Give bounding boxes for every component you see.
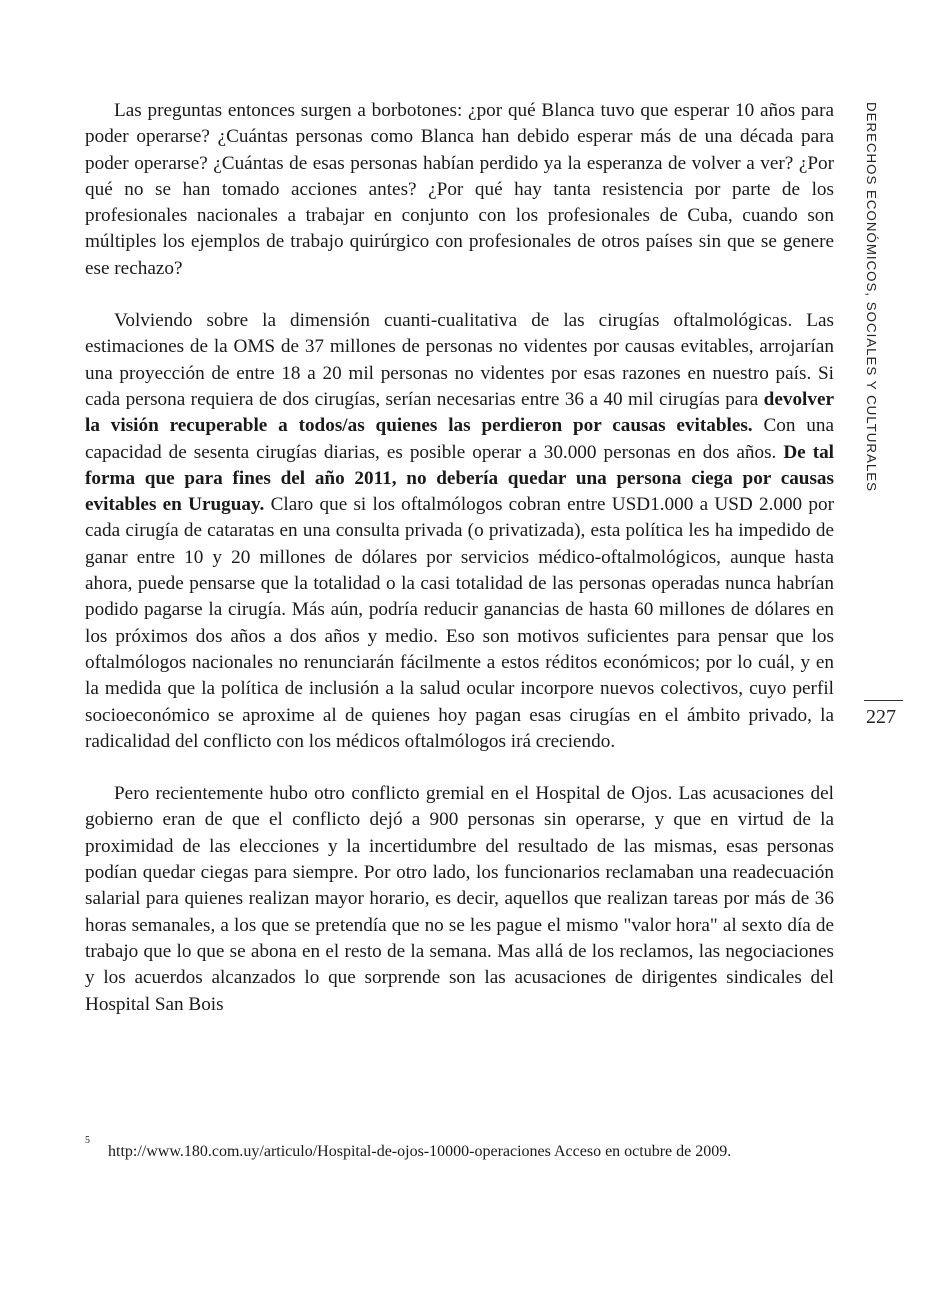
paragraph [85,308,834,755]
paragraph [85,98,834,282]
bold-text-run: De tal forma que para fines del año 2011, no debería quedar una persona ciega por causas evitables en Uruguay. [85,441,835,516]
page-number-rule [864,700,903,701]
footnote-number: 5 [85,1135,90,1146]
running-header-text: DERECHOS ECONÓMICOS, SOCIALES Y CULTURALES [864,102,879,493]
bold-text-run: devolver la visión recuperable a todos/as quienes las perdieron por causas evitables. [85,388,834,437]
text-run: Las preguntas entonces surgen a borbotones: ¿por qué Blanca tuvo que esperar 10 años para poder operarse? ¿Cuántas personas como Blanca han debido esperar más de una década para poder operarse? ¿Cuántas de esas personas habían perdido ya la esperanza de volver a ver? ¿Por qué no se han tomado acciones antes? ¿Por qué hay tanta resistencia por parte de los profesionales nacionales a trabajar en conjunto con los profesionales de Cuba, cuando son múltiples los ejemplos de trabajo quirúrgico con profesionales de otros países sin que se genere ese rechazo? [85,100,834,279]
running-header [864,102,888,493]
page-number: 227 [866,706,896,728]
text-run: Claro que si los oftalmólogos cobran entre USD1.000 a USD 2.000 por cada cirugía de cataratas en una consulta privada (o privatizada), esta política les ha impedido de ganar entre 10 y 20 millones de dólares por servicios médico-oftalmológicos, aunque hasta ahora, puede pensarse que la totalidad o la casi totalidad de las personas operadas nunca habrían podido pagarse la cirugía. Más aún, podría reducir ganancias de hasta 60 millones de dólares en los próximos dos años a dos años y medio. Eso son motivos suficientes para pensar que los oftalmólogos nacionales no renunciarán fácilmente a estos réditos económicos; por lo cuál, y en la medida que la política de inclusión a la salud ocular incorpore nuevos colectivos, cuyo perfil socioeconómico se aproxime al de quienes hoy pagan esas cirugías en el ámbito privado, la radicalidad del conflicto con los médicos oftalmólogos irá creciendo. [85,494,834,752]
text-run: Volviendo sobre la dimensión cuanti-cualitativa de las cirugías oftalmológicas. Las estimaciones de la OMS de 37 millones de personas no videntes por causas evitables, arrojarían una proyección de entre 18 a 20 mil personas no videntes por esas razones en nuestro país. Si cada persona requiera de dos cirugías, serían necesarias entre 36 a 40 mil cirugías para [85,310,834,410]
footnote [85,1137,834,1161]
text-run: Pero recientemente hubo otro conflicto gremial en el Hospital de Ojos. Las acusaciones del gobierno eran de que el conflicto dejó a 900 personas sin operarse, y que en virtud de la proximidad de las elecciones y la incertidumbre del resultado de las mismas, esas personas podían quedar ciegas para siempre. Por otro lado, los funcionarios reclamaban una readecuación salarial para quienes realizan mayor horario, es decir, aquellos que realizan tareas por más de 36 horas semanales, a los que se pretendía que no se les pague el mismo "valor hora" al sexto día de trabajo que lo que se abona en el resto de la semana. Mas allá de los reclamos, las negociaciones y los acuerdos alcanzados lo que sorprende son las acusaciones de dirigentes sindicales del Hospital San Bois [85,783,834,1015]
body-text [85,98,834,1018]
text-run: Con una capacidad de sesenta cirugías diarias, es posible operar a 30.000 personas en dos años. [85,415,834,463]
footnote-text: http://www.180.com.uy/articulo/Hospital-de-ojos-10000-operaciones Acceso en octubre de 2009. [108,1143,732,1160]
paragraph [85,781,834,1018]
